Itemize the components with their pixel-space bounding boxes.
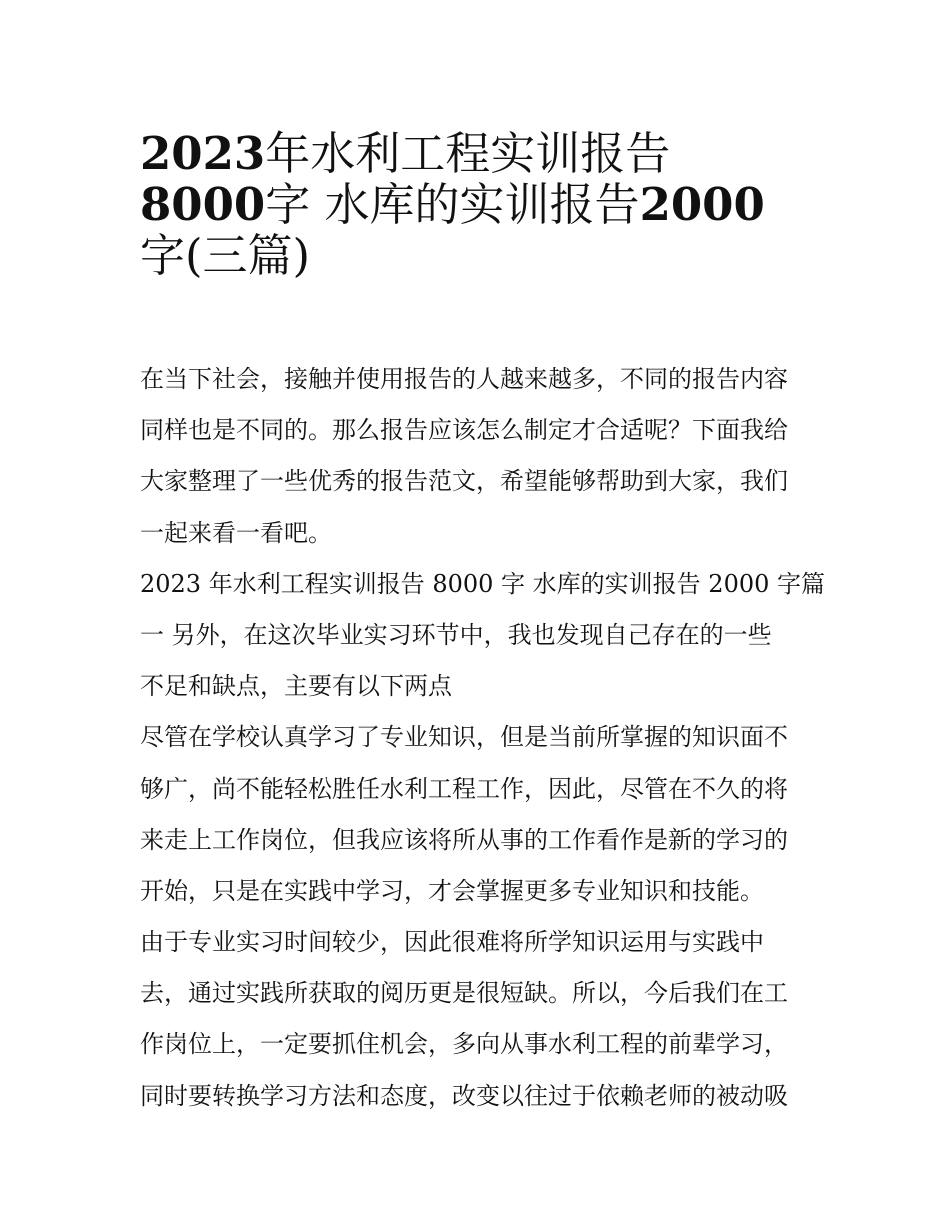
title-line-2-number-end: 2000 bbox=[639, 178, 765, 232]
title-line-1-text: 年水利工程实训报告 bbox=[265, 127, 671, 180]
paragraph-line: 作岗位上，一定要抓住机会，多向从事水利工程的前辈学习， bbox=[140, 1030, 788, 1059]
paragraph-section-heading bbox=[140, 559, 826, 713]
title-line-1-number: 2023 bbox=[140, 127, 266, 180]
title-line-3-text: 字(三篇) bbox=[140, 229, 311, 283]
paragraph-line: 够广，尚不能轻松胜任水利工程工作，因此，尽管在不久的将 bbox=[140, 774, 788, 803]
paragraph-line: 来走上工作岗位，但我应该将所从事的工作看作是新的学习的 bbox=[140, 825, 788, 854]
paragraph-line: 一 另外，在这次毕业实习环节中，我也发现自己存在的一些 bbox=[140, 620, 772, 649]
paragraph-intro bbox=[140, 354, 812, 559]
title-line-2-number: 8000 bbox=[140, 178, 266, 232]
paragraph-line: 不足和缺点，主要有以下两点 bbox=[140, 672, 452, 701]
paragraph-line: 同时要转换学习方法和态度，改变以往过于依赖老师的被动吸 bbox=[140, 1081, 788, 1110]
document-body bbox=[140, 354, 826, 1122]
title-line-1 bbox=[140, 112, 820, 180]
document-title bbox=[140, 112, 820, 283]
paragraph-line: 由于专业实习时间较少，因此很难将所学知识运用与实践中 bbox=[140, 928, 764, 957]
paragraph-line: 开始，只是在实践中学习，才会掌握更多专业知识和技能。 bbox=[140, 876, 764, 905]
paragraph-line: 一起来看一看吧。 bbox=[140, 518, 332, 547]
paragraph-line: 在当下社会，接触并使用报告的人越来越多，不同的报告内容 bbox=[140, 365, 788, 393]
title-line-2-text: 字 水库的实训报告 bbox=[265, 178, 640, 232]
paragraph-practice bbox=[140, 917, 812, 1122]
title-line-2 bbox=[140, 163, 820, 232]
paragraph-line: 同样也是不同的。那么报告应该怎么制定才合适呢？下面我给 bbox=[140, 416, 788, 445]
paragraph-line: 大家整理了一些优秀的报告范文，希望能够帮助到大家，我们 bbox=[140, 467, 788, 496]
paragraph-line: 尽管在学校认真学习了专业知识，但是当前所掌握的知识面不 bbox=[140, 723, 788, 752]
paragraph-line: 去，通过实践所获取的阅历更是很短缺。所以，今后我们在工 bbox=[140, 979, 788, 1008]
paragraph-line: 2023 年水利工程实训报告 8000 字 水库的实训报告 2000 字篇 bbox=[140, 569, 826, 598]
paragraph-knowledge bbox=[140, 712, 812, 917]
